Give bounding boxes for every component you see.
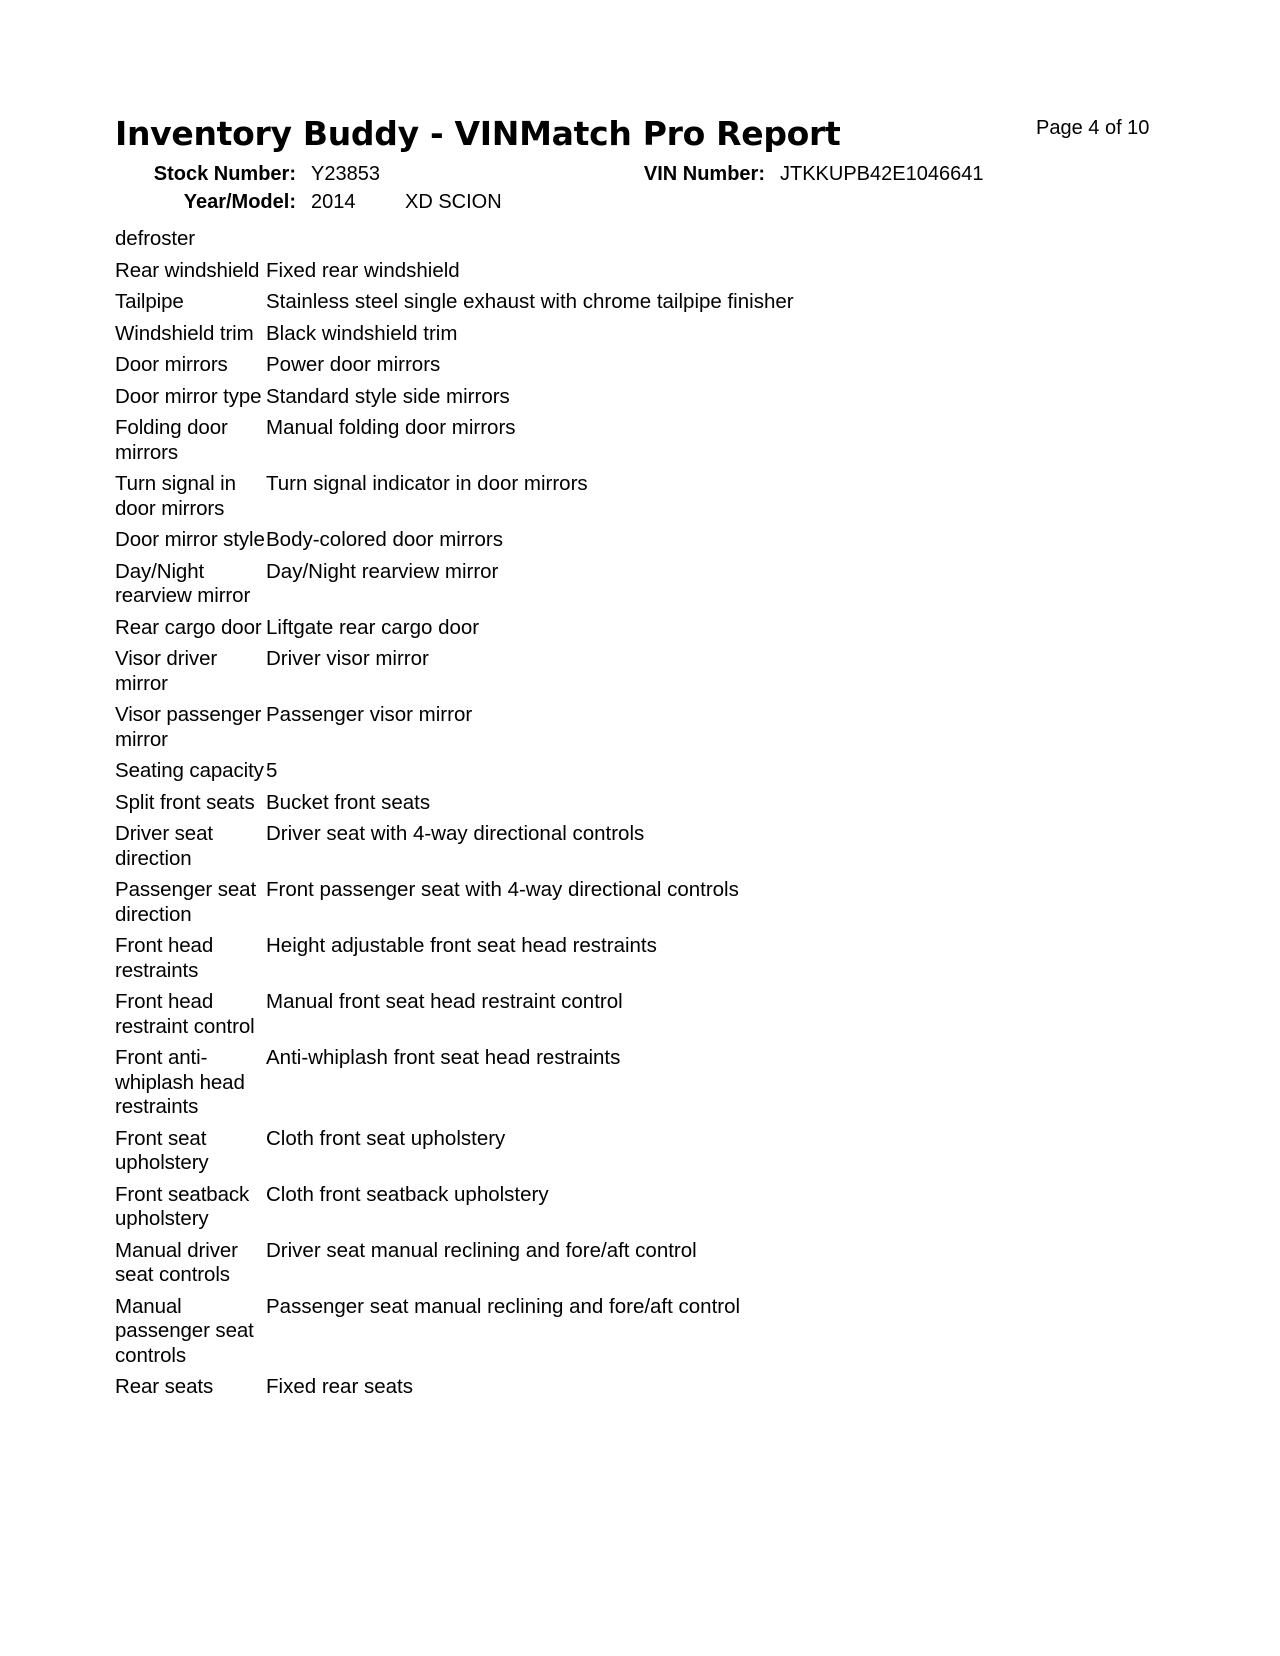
feature-label: Tailpipe [115,290,184,313]
feature-label: Rear seats [115,1375,214,1398]
vin-number-label: VIN Number: [643,163,765,185]
feature-value: 5 [266,759,278,782]
feature-row [115,385,995,410]
feature-label: Front head restraint control [115,990,255,1038]
report-title: Inventory Buddy - VINMatch Pro Report [115,114,841,153]
feature-list [115,227,995,1407]
feature-label: Door mirror style [115,528,265,551]
feature-row [115,290,995,315]
feature-label: Door mirrors [115,353,228,376]
feature-row [115,227,995,252]
feature-label: Visor driver mirror [115,647,218,695]
feature-value: Passenger seat manual reclining and fore/aft control [266,1294,741,1318]
feature-label: Rear cargo door [115,615,262,639]
feature-label: Day/Night rearview mirror [115,559,251,607]
feature-value: Power door mirrors [266,353,441,376]
feature-row [115,822,995,871]
feature-row [115,1127,995,1176]
feature-row [115,353,995,378]
feature-row [115,1239,995,1288]
model-value: XD SCION [405,191,502,213]
feature-row [115,878,995,927]
feature-value: Driver visor mirror [266,647,429,670]
feature-row [115,1183,995,1232]
feature-value: Passenger visor mirror [266,703,473,726]
feature-label: Front seat upholstery [115,1126,209,1174]
feature-label: Driver seat direction [115,822,214,870]
feature-label: Door mirror type [115,384,262,408]
feature-row [115,259,995,284]
feature-row [115,472,995,521]
feature-value: Black windshield trim [266,321,458,345]
feature-value: Cloth front seat upholstery [266,1126,506,1150]
feature-value: Turn signal indicator in door mirrors [266,472,588,495]
feature-value: Stainless steel single exhaust with chrome tailpipe finisher [266,290,794,313]
feature-value: Fixed rear windshield [266,258,460,282]
page-number: Page 4 of 10 [1036,117,1150,139]
feature-label: Passenger seat direction [115,878,257,926]
feature-value: Anti-whiplash front seat head restraints [266,1046,621,1069]
year-model-label: Year/Model: [183,191,296,213]
feature-row [115,990,995,1039]
feature-label: Seating capacity [115,759,264,782]
feature-row [115,616,995,641]
feature-label: Front anti-whiplash head restraints [115,1046,245,1118]
feature-value: Bucket front seats [266,790,431,814]
feature-value: Body-colored door mirrors [266,528,503,551]
feature-value: Liftgate rear cargo door [266,615,480,639]
feature-value: Manual front seat head restraint control [266,990,623,1013]
feature-label: Folding door mirrors [115,416,228,464]
feature-label: Windshield trim [115,321,254,345]
feature-label: Manual passenger seat controls [115,1294,254,1367]
feature-value: Driver seat with 4-way directional controls [266,822,645,845]
feature-row [115,647,995,696]
feature-row [115,1295,995,1369]
year-value: 2014 [311,191,356,213]
feature-row [115,416,995,465]
stock-number-label: Stock Number: [153,163,296,185]
feature-label: Front seatback upholstery [115,1182,250,1230]
feature-row [115,560,995,609]
feature-row [115,322,995,347]
feature-value: Cloth front seatback upholstery [266,1182,549,1206]
feature-row [115,1375,995,1400]
feature-label: Turn signal in door mirrors [115,472,236,520]
vin-number-value: JTKKUPB42E1046641 [780,163,984,185]
stock-number-value: Y23853 [311,163,380,185]
feature-row [115,934,995,983]
feature-label: Split front seats [115,790,255,814]
feature-value: Manual folding door mirrors [266,416,516,439]
feature-label: defroster [115,227,195,250]
feature-row [115,791,995,816]
feature-label: Rear windshield [115,258,260,282]
feature-value [266,227,995,252]
feature-label: Manual driver seat controls [115,1238,238,1286]
feature-value: Fixed rear seats [266,1375,413,1398]
feature-value: Front passenger seat with 4-way directional controls [266,878,739,901]
feature-row [115,703,995,752]
feature-value: Height adjustable front seat head restraints [266,934,657,957]
feature-value: Driver seat manual reclining and fore/aft control [266,1238,697,1262]
feature-label: Front head restraints [115,934,214,982]
feature-row [115,528,995,553]
feature-row [115,1046,995,1120]
feature-label: Visor passenger mirror [115,703,262,751]
feature-row [115,759,995,784]
feature-value: Standard style side mirrors [266,384,510,408]
feature-value: Day/Night rearview mirror [266,559,499,583]
